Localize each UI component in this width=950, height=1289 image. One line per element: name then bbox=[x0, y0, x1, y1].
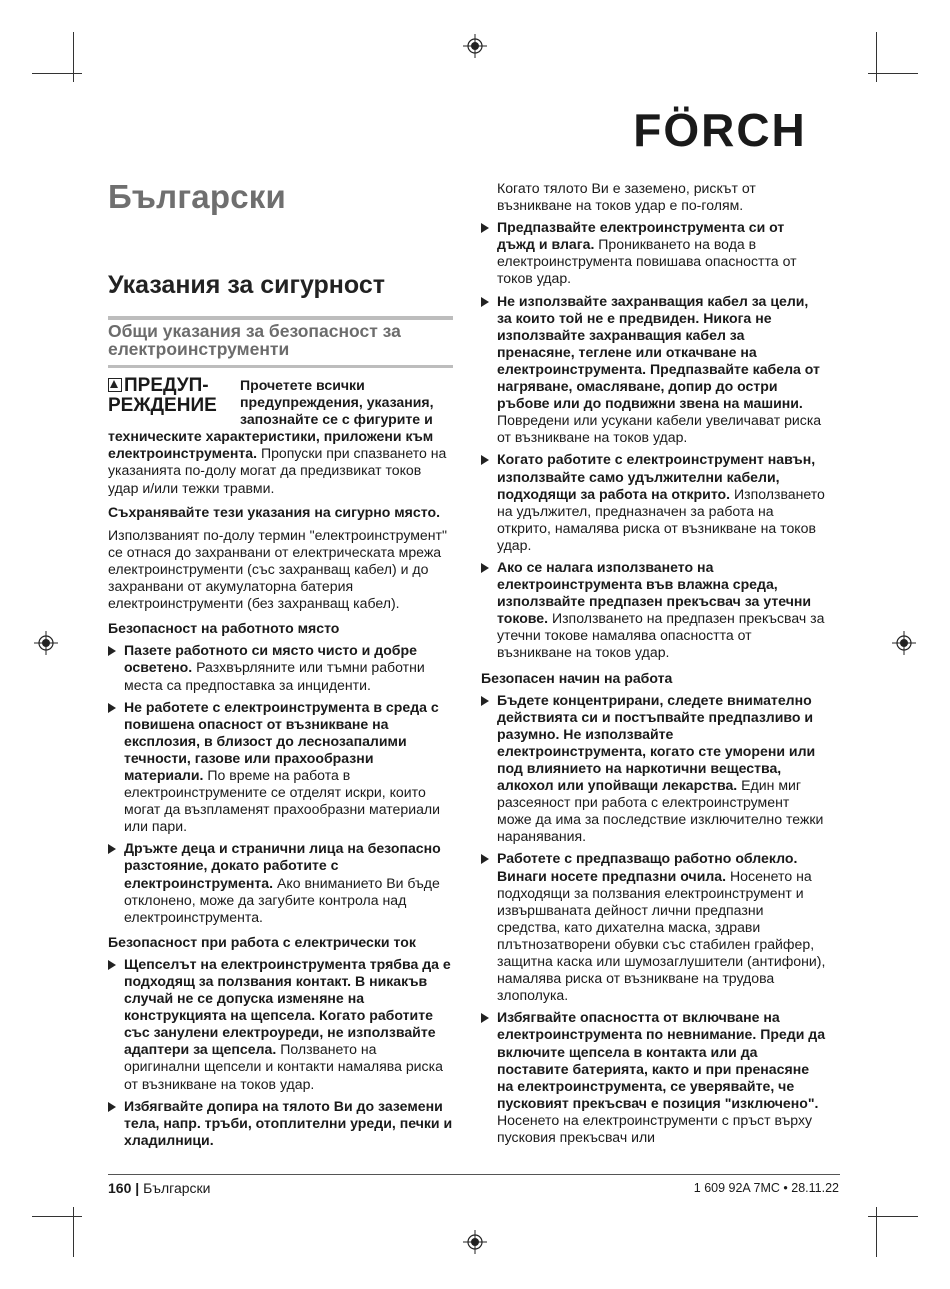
language-title: Български bbox=[108, 178, 286, 215]
warning-block bbox=[108, 377, 453, 497]
list-item: Работете с предпазващо работно облекло. Винаги носете предпазни очила. Носенето на подходящи за ползвания електроинструмент и извършваната дейност лични предпазни средства, като дихателна маска, здрави плътнозатворени обувки със стабилен грайфер, защитна каска или шумозаглушители (антифони), намалява риска от възникване на трудова злополука. bbox=[481, 850, 826, 1004]
bullet-triangle-icon bbox=[481, 223, 489, 233]
list-item: Избягвайте опасността от включване на електроинструмента по невнимание. Преди да включите щепсела в контакта или да поставите батерията, както и при пренасяне на електроинструмента, се уверявайте, че пусковият прекъсвач е позиция "изключено". Носенето на електроинструменти с пръст върху пусковия прекъсвач или bbox=[481, 1009, 826, 1146]
crop-mark bbox=[868, 1216, 918, 1217]
warning-triangle-icon bbox=[108, 378, 122, 392]
right-column bbox=[481, 180, 826, 1146]
footer-left bbox=[108, 1180, 211, 1196]
registration-mark-icon bbox=[463, 34, 487, 58]
list-item: Не работете с електроинструмента в среда с повишена опасност от възникване на експлозия, в близост до леснозапалими течности, газове или прахообразни материали. По време на работа в електроинструмените се отделят искри, които могат да възпламенят прахообразни материали или пари. bbox=[108, 699, 453, 836]
list-item: Дръжте деца и странични лица на безопасно разстояние, докато работите с електроинструмента. Ако вниманието Ви бъде отклонено, може да загубите контрола над електроинструмента. bbox=[108, 840, 453, 925]
list-item: Не използвайте захранващия кабел за цели, за които той не е предвиден. Никога не използвайте захранващия кабел за пренасяне, теглене или откачване на електроинструмента. Предпазвайте кабела от нагряване, омасляване, допир до остри ръбове или до подвижни звена на машини. Повредени или усукани кабели увеличават риска от възникване на токов удар. bbox=[481, 293, 826, 447]
crop-mark bbox=[73, 1207, 74, 1257]
forch-logo bbox=[612, 104, 828, 152]
divider bbox=[108, 316, 453, 320]
bullet-triangle-icon bbox=[108, 703, 116, 713]
footer-language: Български bbox=[143, 1180, 211, 1196]
svg-text:FÖRCH: FÖRCH bbox=[633, 104, 807, 152]
crop-mark bbox=[32, 73, 82, 74]
crop-mark bbox=[876, 32, 877, 82]
bullet-triangle-icon bbox=[481, 297, 489, 307]
safe-work-heading: Безопасен начин на работа bbox=[481, 669, 673, 686]
footer-divider bbox=[108, 1174, 840, 1175]
footer-separator: | bbox=[135, 1180, 140, 1196]
bullet-triangle-icon bbox=[108, 646, 116, 656]
list-item: Бъдете концентрирани, следете внимателно действията си и постъпвайте предпазливо и разумно. Не използвайте електроинструмента, когато сте уморени или под влиянието на наркотични вещества, алкохол или упойващи лекарства. Един миг разсеяност при работа с електроинструмент може да има за последствие изключително тежки наранявания. bbox=[481, 692, 826, 846]
term-paragraph: Използваният по-долу термин "електроинструмент" се отнася до захранвани от електрическата мрежа електроинструменти (със захранващ кабел) и до захранвани от акумулаторна батерия електроинструменти (без захранващ кабел). bbox=[108, 526, 447, 612]
bullet-triangle-icon bbox=[481, 455, 489, 465]
bullet-triangle-icon bbox=[481, 1013, 489, 1023]
list-item: Избягвайте допира на тялото Ви до заземени тела, напр. тръби, отоплителни уреди, печки и хладилници. bbox=[108, 1098, 453, 1149]
workplace-heading: Безопасност на работното място bbox=[108, 620, 340, 637]
warning-bold-text: Прочетете всички предупреждения, указания, запознайте се с фигурите и техническите характеристики, приложени към електроинструмента. bbox=[108, 377, 434, 462]
bullet-triangle-icon bbox=[108, 960, 116, 970]
list-item: Предпазвайте електроинструмента си от дъжд и влага. Проникването на вода в електроинструмента повишава опасността от токов удар. bbox=[481, 219, 826, 287]
electrical-heading: Безопасност при работа с електрически ток bbox=[108, 933, 416, 950]
crop-mark bbox=[32, 1216, 82, 1217]
left-column bbox=[108, 377, 453, 1149]
subsection-title: Общи указания за безопасност за електроинструменти bbox=[108, 321, 401, 359]
doc-code: 1 609 92A 7MC • 28.11.22 bbox=[693, 1181, 839, 1195]
bullet-triangle-icon bbox=[481, 854, 489, 864]
list-item: Щепселът на електроинструмента трябва да е подходящ за ползвания контакт. В никакъв случай не се допуска изменяне на конструкцията на щепсела. Когато работите със занулени електроуреди, не използвайте адаптери за щепсела. Ползването на оригинални щепсели и контакти намалява риска от възникване на токов удар. bbox=[108, 956, 453, 1093]
list-item: Когато работите с електроинструмент навън, използвайте само удължителни кабели, подходящи за работа на открито. Използването на удължител, предназначен за работа на открито, намалява риска от възникване на токов удар. bbox=[481, 451, 826, 554]
crop-mark bbox=[876, 1207, 877, 1257]
keep-instructions: Съхранявайте тези указания на сигурно място. bbox=[108, 503, 440, 520]
list-item: Пазете работното си място чисто и добре осветено. Разхвърляните или тъмни работни места са предпоставка за инциденти. bbox=[108, 642, 453, 693]
registration-mark-icon bbox=[34, 631, 58, 655]
divider bbox=[108, 365, 453, 368]
warning-label: ПРЕДУП- РЕЖДЕНИЕ bbox=[108, 375, 217, 416]
registration-mark-icon bbox=[463, 1230, 487, 1254]
warning-text: Пропуски при спазването на указанията по-долу могат да предизвикат токов удар и/или тежки травми. bbox=[108, 445, 447, 496]
crop-mark bbox=[73, 32, 74, 82]
continued-text: Когато тялото Ви е заземено, рискът от възникване на токов удар е по-голям. bbox=[497, 180, 756, 214]
bullet-triangle-icon bbox=[108, 1102, 116, 1112]
bullet-triangle-icon bbox=[481, 563, 489, 573]
crop-mark bbox=[868, 73, 918, 74]
section-title: Указания за сигурност bbox=[108, 271, 385, 299]
list-item: Ако се налага използването на електроинструмента във влажна среда, използвайте предпазен прекъсвач за утечни токове. Използването на предпазен прекъсвач за утечни токове намалява опасността от възникване на токов удар. bbox=[481, 559, 826, 662]
bullet-triangle-icon bbox=[481, 696, 489, 706]
bullet-triangle-icon bbox=[108, 844, 116, 854]
registration-mark-icon bbox=[892, 631, 916, 655]
page-number: 160 bbox=[108, 1180, 132, 1196]
